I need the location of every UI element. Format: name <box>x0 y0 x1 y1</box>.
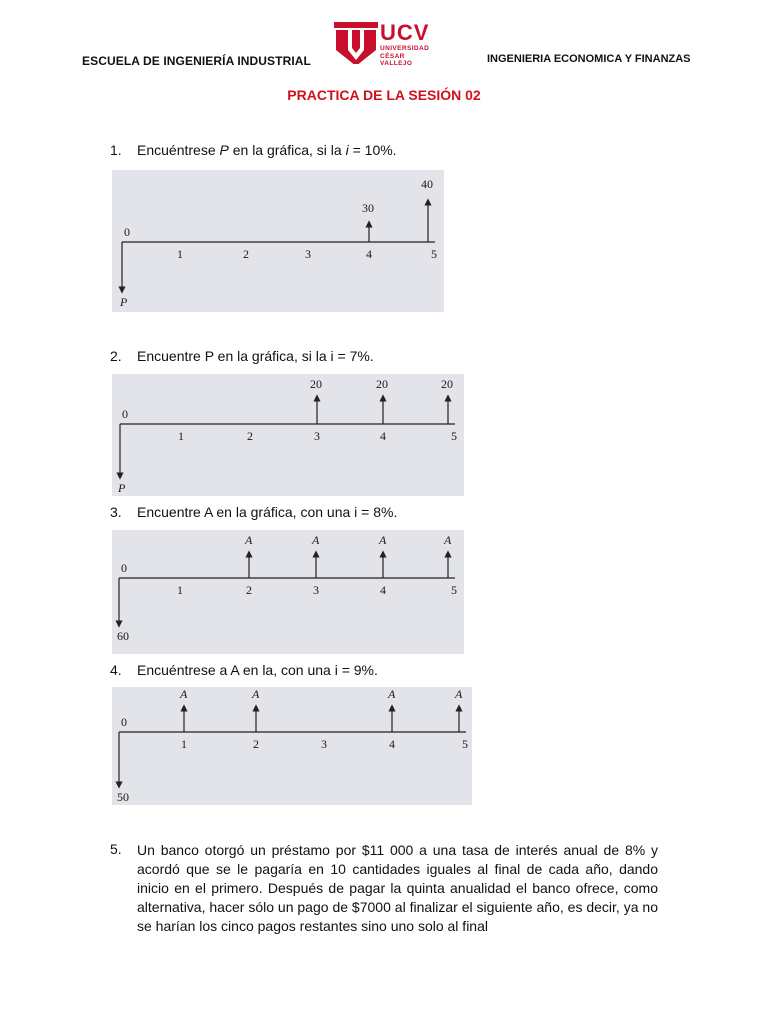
outflow-label: P <box>120 295 128 309</box>
period-label: 2 <box>247 429 253 443</box>
period-label: 1 <box>178 429 184 443</box>
q1-var-i: i <box>345 142 349 158</box>
question-2-text: Encuentre P en la gráfica, si la i = 7%. <box>137 348 374 364</box>
inflow-label: A <box>245 533 253 547</box>
inflow-label: 20 <box>376 377 388 391</box>
inflow-label: A <box>312 533 320 547</box>
school-name: ESCUELA DE INGENIERÍA INDUSTRIAL <box>82 54 311 68</box>
inflow-label: A <box>180 687 188 701</box>
question-1-number: 1. <box>110 142 122 158</box>
period-label: 3 <box>314 429 320 443</box>
period-label: 1 <box>181 737 187 751</box>
question-5-number: 5. <box>110 841 122 857</box>
period-label: 3 <box>313 583 319 597</box>
diagram-svg <box>112 374 464 496</box>
cash-flow-diagram-1 <box>112 170 444 312</box>
cash-flow-diagram-3 <box>112 530 464 654</box>
cash-flow-diagram-4 <box>112 687 472 805</box>
diagram-svg <box>112 530 464 654</box>
period-label: 3 <box>305 247 311 261</box>
question-5-text: Un banco otorgó un préstamo por $11 000 a una tasa de interés anual de 8% y acordó que se le pagaría en 10 cantidades iguales al final de cada año, dando inicio en el primero. Después de pagar la quinta anualidad el banco ofrece, como alternativa, hacer sólo un pago de $7000 al finalizar el siguiente año, es decir, ya no se harían los cinco pagos restantes sino uno solo al final <box>137 842 658 934</box>
period-label: 5 <box>431 247 437 261</box>
inflow-label: 20 <box>441 377 453 391</box>
page-title: PRACTICA DE LA SESIÓN 02 <box>287 87 481 103</box>
cash-flow-diagram-2 <box>112 374 464 496</box>
period-label: 0 <box>122 407 128 421</box>
inflow-label: A <box>379 533 387 547</box>
period-label: 1 <box>177 247 183 261</box>
question-4-text: Encuéntrese a A en la, con una i = 9%. <box>137 662 378 678</box>
period-label: 0 <box>121 715 127 729</box>
period-label: 2 <box>253 737 259 751</box>
q1-text-mid: en la gráfica, si la <box>228 142 346 158</box>
period-label: 0 <box>121 561 127 575</box>
q1-text-after: = 10%. <box>348 142 397 158</box>
course-name: INGENIERIA ECONOMICA Y FINANZAS <box>487 53 691 65</box>
outflow-label: 50 <box>117 790 129 804</box>
inflow-label: A <box>388 687 396 701</box>
inflow-label: A <box>444 533 452 547</box>
outflow-label: P <box>118 481 126 495</box>
period-label: 5 <box>451 583 457 597</box>
ucv-logo <box>334 20 434 68</box>
logo-subtitle-2: CÉSAR VALLEJO <box>380 53 413 67</box>
question-3-number: 3. <box>110 504 122 520</box>
inflow-label: 20 <box>310 377 322 391</box>
question-2-number: 2. <box>110 348 122 364</box>
period-label: 4 <box>380 583 386 597</box>
period-label: 2 <box>243 247 249 261</box>
outflow-label: 60 <box>117 629 129 643</box>
q1-text-before: Encuéntrese <box>137 142 220 158</box>
period-label: 4 <box>380 429 386 443</box>
logo-text: UCV <box>380 20 430 45</box>
period-label: 5 <box>451 429 457 443</box>
question-3-text: Encuentre A en la gráfica, con una i = 8%. <box>137 504 398 520</box>
period-label: 3 <box>321 737 327 751</box>
inflow-label: 30 <box>362 201 374 215</box>
period-label: 2 <box>246 583 252 597</box>
period-label: 5 <box>462 737 468 751</box>
inflow-label: 40 <box>421 177 433 191</box>
period-label: 1 <box>177 583 183 597</box>
inflow-label: A <box>252 687 260 701</box>
question-4-number: 4. <box>110 662 122 678</box>
inflow-label: A <box>455 687 463 701</box>
period-label: 4 <box>366 247 372 261</box>
diagram-svg <box>112 687 472 805</box>
period-label: 0 <box>124 225 130 239</box>
period-label: 4 <box>389 737 395 751</box>
diagram-svg <box>112 170 444 312</box>
ucv-shield-icon <box>334 20 378 64</box>
question-1-text <box>137 142 397 158</box>
logo-subtitle-1: UNIVERSIDAD <box>380 45 430 52</box>
q1-var-p: P <box>219 142 229 158</box>
